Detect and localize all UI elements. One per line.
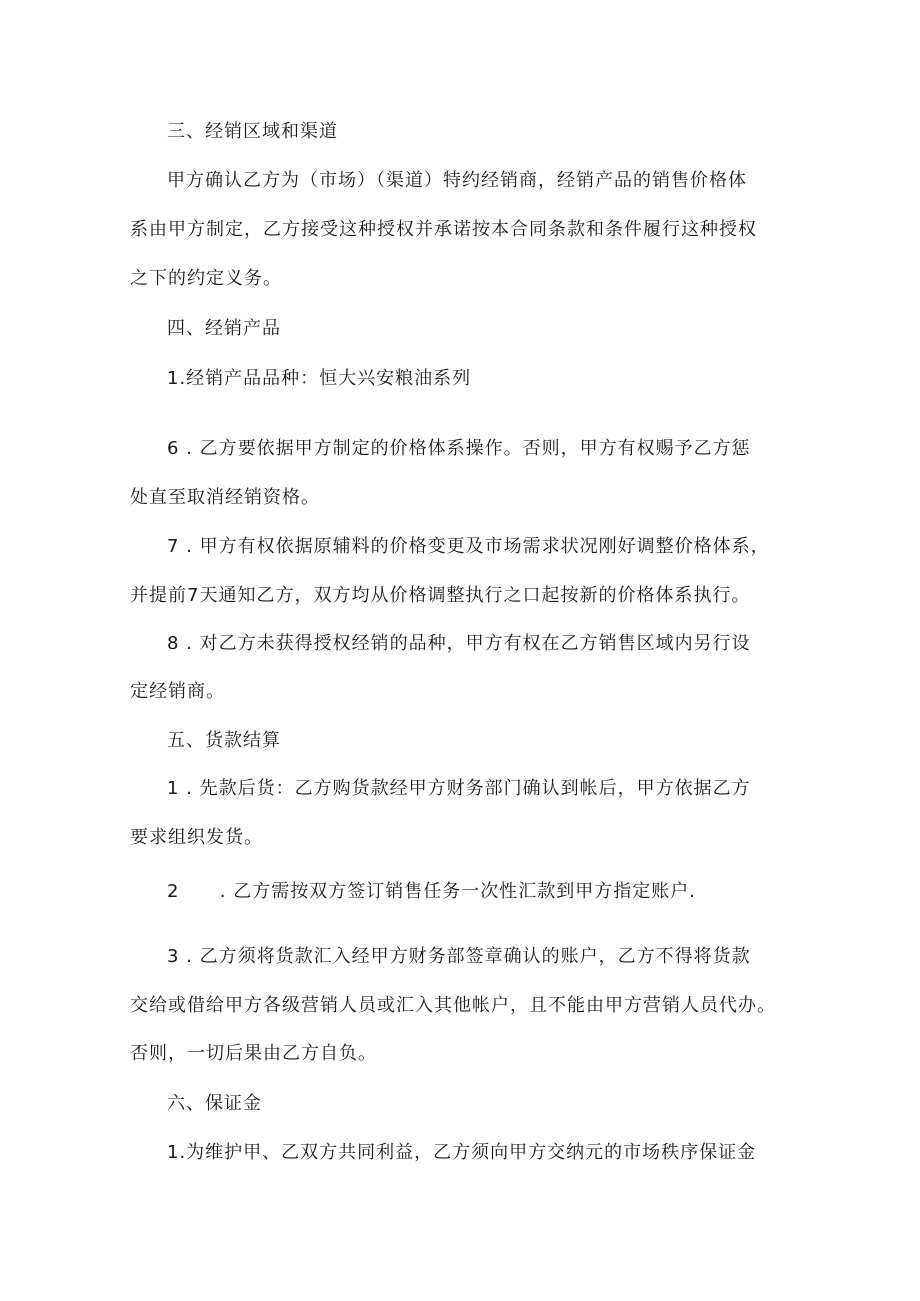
list-item: 8 . 对乙方未获得授权经销的品种，甲方有权在乙方销售区域内另行设 <box>167 633 751 654</box>
list-item-continuation: 定经销商。 <box>130 681 225 702</box>
list-item-continuation: 否则，一切后果由乙方自负。 <box>130 1043 377 1064</box>
list-item: 1.经销产品品种：恒大兴安粮油系列 <box>167 368 472 389</box>
list-item: 7 . 甲方有权依据原辅料的价格变更及市场需求状况刚好调整价格体系， <box>167 536 770 557</box>
section-heading: 四、经销产品 <box>167 318 281 339</box>
paragraph-line: 系由甲方制定，乙方接受这种授权并承诺按本合同条款和条件履行这种授权 <box>130 219 757 240</box>
list-item-continuation: 交给或借给甲方各级营销人员或汇入其他帐户，且不能由甲方营销人员代办。 <box>130 995 776 1016</box>
list-item-continuation: 处直至取消经销资格。 <box>130 487 320 508</box>
section-heading: 六、保证金 <box>167 1093 262 1114</box>
list-item: 3 . 乙方须将货款汇入经甲方财务部签章确认的账户，乙方不得将货款 <box>167 946 751 967</box>
paragraph-line: 甲方确认乙方为（市场）（渠道）特约经销商，经销产品的销售价格体 <box>167 170 747 191</box>
list-item-continuation: 要求组织发货。 <box>130 827 263 848</box>
list-item: 1 . 先款后货：乙方购货款经甲方财务部门确认到帐后，甲方依据乙方 <box>167 778 751 799</box>
paragraph-line: 之下的约定义务。 <box>130 268 282 289</box>
list-item: 1.为维护甲、乙双方共同利益，乙方须向甲方交纳元的市场秩序保证金 <box>167 1142 757 1163</box>
section-heading: 五、货款结算 <box>167 730 281 751</box>
section-heading: 三、经销区域和渠道 <box>167 121 338 142</box>
list-item-continuation: 并提前7天通知乙方，双方均从价格调整执行之口起按新的价格体系执行。 <box>130 585 751 606</box>
list-item: 2 . 乙方需按双方签订销售任务一次性汇款到甲方指定账户. <box>167 881 696 902</box>
list-item: 6 . 乙方要依据甲方制定的价格体系操作。否则，甲方有权赐予乙方惩 <box>167 438 751 459</box>
